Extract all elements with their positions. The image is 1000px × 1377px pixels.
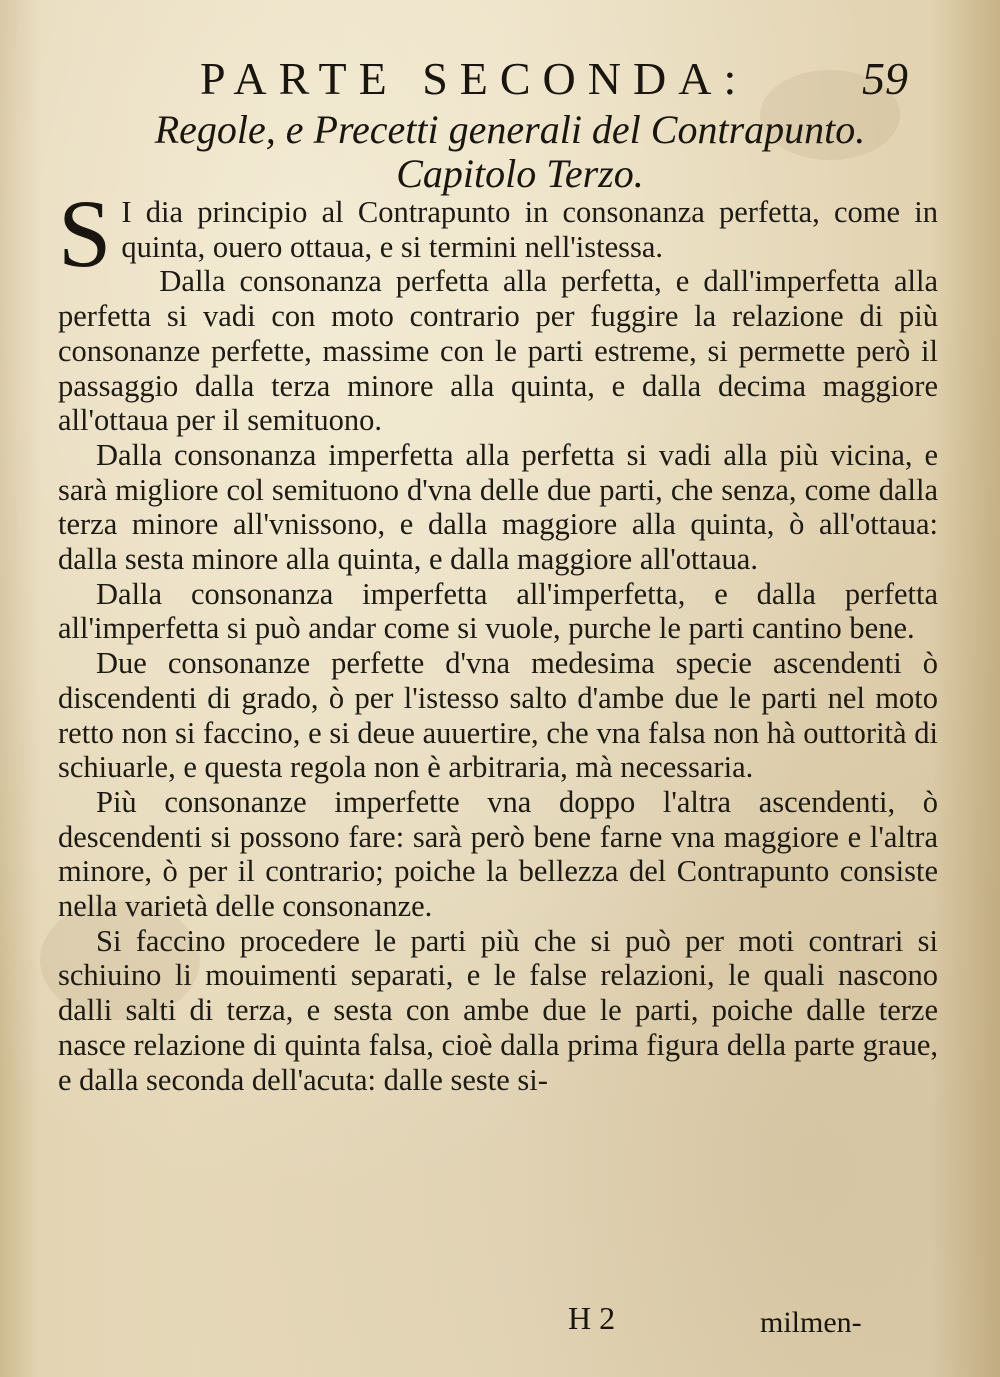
- paragraph: Dalla consonanza imperfetta alla perfetta si vadi alla più vicina, e sarà migliore col semituono d'vna delle due parti, che senza, come dalla terza minore all'vnissono, e dalla maggiore alla quinta, ò all'ottaua: dalla sesta minore alla quinta, e dalla maggiore all'ottaua.: [58, 437, 938, 577]
- chapter-heading: Capitolo Terzo.: [396, 151, 644, 196]
- paragraph: Dalla consonanza imperfetta all'imperfetta, e dalla perfetta all'imperfetta si può andar come si vuole, purche le parti cantino bene.: [58, 576, 938, 646]
- paragraph: Si faccino procedere le parti più che si può per moti contrari si schiuino li mouimenti separati, e le false relazioni, le quali nascono dalli salti di terza, e sesta con ambe due le parti, poiche dalle terze nasce relazione di quinta falsa, cioè dalla prima figura della parte graue, e dalla seconda dell'acuta: dalle seste si-: [58, 923, 938, 1097]
- paragraph: Dalla consonanza perfetta alla perfetta, e dall'imperfetta alla perfetta si vadi con moto contrario per fuggire la relazione di più consonanze perfette, massime con le parti estreme, si permette però il passaggio dalla terza minore alla quinta, e dalla decima maggiore all'ottaua per il semituono.: [58, 264, 938, 438]
- page-footer: [0, 1300, 1000, 1350]
- paragraph: Più consonanze imperfette vna doppo l'altra ascendenti, ò descendenti si possono fare: sarà però bene farne vna maggiore e l'altra minore, ò per il contrario; poiche la bellezza del Contrapunto consiste nella varietà delle consonanze.: [58, 784, 938, 924]
- page-number: 59: [862, 53, 908, 104]
- signature-mark: H 2: [568, 1300, 616, 1336]
- paragraph: [58, 180, 938, 287]
- section-heading: Regole, e Precetti generali del Contrapunto.: [154, 107, 866, 152]
- running-title: PARTE SECONDA:: [200, 53, 749, 104]
- catchword: milmen-: [760, 1306, 862, 1339]
- paragraph-text: I dia principio al Contrapunto in consonanza perfetta, come in quinta, ouero ottaua, e si termini nell'istessa.: [121, 195, 938, 264]
- drop-cap: S: [58, 180, 112, 287]
- body-text: [58, 180, 938, 1097]
- running-head: [195, 52, 935, 112]
- paragraph: Due consonanze perfette d'vna medesima specie ascendenti ò discendenti di grado, ò per l'istesso salto d'ambe due le parti nel moto retto non si faccino, e si deue auuertire, che vna falsa non hà outtorità di schiuarle, e questa regola non è arbitraria, mà necessaria.: [58, 646, 938, 785]
